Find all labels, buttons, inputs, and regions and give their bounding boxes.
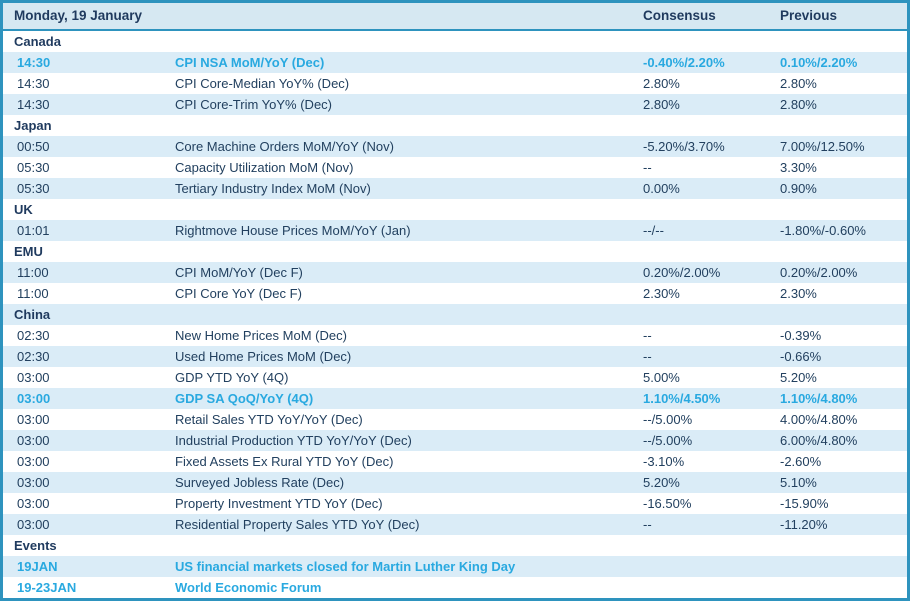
- event-row: [3, 346, 907, 367]
- section-row: [3, 115, 907, 136]
- event-row: [3, 283, 907, 304]
- event-row: [3, 514, 907, 535]
- time-cell: 02:30: [17, 349, 50, 364]
- date-header: Monday, 19 January: [14, 8, 143, 23]
- section-label: Events: [14, 538, 57, 553]
- previous-cell: 0.90%: [780, 181, 817, 196]
- event-cell: Retail Sales YTD YoY/YoY (Dec): [175, 412, 363, 427]
- consensus-cell: -0.40%/2.20%: [643, 55, 725, 70]
- event-cell: Property Investment YTD YoY (Dec): [175, 496, 383, 511]
- previous-cell: 2.80%: [780, 76, 817, 91]
- consensus-cell: 2.30%: [643, 286, 680, 301]
- time-cell: 03:00: [17, 412, 50, 427]
- previous-cell: 0.20%/2.00%: [780, 265, 858, 280]
- event-cell: New Home Prices MoM (Dec): [175, 328, 347, 343]
- event-cell: CPI Core-Median YoY% (Dec): [175, 76, 350, 91]
- time-cell: 03:00: [17, 454, 50, 469]
- event-cell: Surveyed Jobless Rate (Dec): [175, 475, 345, 490]
- previous-cell: -0.66%: [780, 349, 822, 364]
- previous-cell: 6.00%/4.80%: [780, 433, 858, 448]
- consensus-cell: --: [643, 328, 652, 343]
- event-row: [3, 178, 907, 199]
- event-row: [3, 493, 907, 514]
- event-cell: Residential Property Sales YTD YoY (Dec): [175, 517, 420, 532]
- consensus-cell: 2.80%: [643, 97, 680, 112]
- consensus-cell: --: [643, 349, 652, 364]
- event-row: [3, 73, 907, 94]
- consensus-cell: 5.00%: [643, 370, 680, 385]
- time-cell: 19-23JAN: [17, 580, 77, 595]
- consensus-cell: --: [643, 517, 652, 532]
- event-cell: Core Machine Orders MoM/YoY (Nov): [175, 139, 394, 154]
- consensus-header: Consensus: [643, 8, 716, 23]
- time-cell: 03:00: [17, 475, 50, 490]
- event-row: [3, 325, 907, 346]
- previous-cell: -15.90%: [780, 496, 829, 511]
- event-cell: CPI NSA MoM/YoY (Dec): [175, 55, 325, 70]
- consensus-cell: --/5.00%: [643, 433, 693, 448]
- event-row: [3, 220, 907, 241]
- event-cell: GDP SA QoQ/YoY (4Q): [175, 391, 314, 406]
- section-row: [3, 304, 907, 325]
- event-cell: Used Home Prices MoM (Dec): [175, 349, 352, 364]
- section-label: EMU: [14, 244, 43, 259]
- event-row: [3, 94, 907, 115]
- time-cell: 00:50: [17, 139, 50, 154]
- previous-cell: 5.20%: [780, 370, 817, 385]
- consensus-cell: 0.00%: [643, 181, 680, 196]
- time-cell: 05:30: [17, 181, 50, 196]
- time-cell: 14:30: [17, 76, 50, 91]
- time-cell: 19JAN: [17, 559, 58, 574]
- time-cell: 01:01: [17, 223, 50, 238]
- previous-cell: 3.30%: [780, 160, 817, 175]
- time-cell: 03:00: [17, 370, 50, 385]
- time-cell: 11:00: [17, 265, 49, 280]
- time-cell: 14:30: [17, 55, 51, 70]
- event-row: [3, 556, 907, 577]
- event-cell: Capacity Utilization MoM (Nov): [175, 160, 354, 175]
- consensus-cell: -3.10%: [643, 454, 685, 469]
- section-row: [3, 535, 907, 556]
- previous-cell: 2.80%: [780, 97, 817, 112]
- consensus-cell: --: [643, 160, 652, 175]
- event-row: [3, 451, 907, 472]
- previous-cell: 1.10%/4.80%: [780, 391, 858, 406]
- consensus-cell: 2.80%: [643, 76, 680, 91]
- event-cell: World Economic Forum: [175, 580, 322, 595]
- section-label: UK: [14, 202, 33, 217]
- section-row: [3, 241, 907, 262]
- time-cell: 03:00: [17, 433, 50, 448]
- event-cell: GDP YTD YoY (4Q): [175, 370, 289, 385]
- calendar-rows: [3, 31, 907, 598]
- previous-cell: 2.30%: [780, 286, 817, 301]
- consensus-cell: --/5.00%: [643, 412, 693, 427]
- table-header-row: [3, 3, 907, 31]
- event-cell: Industrial Production YTD YoY/YoY (Dec): [175, 433, 412, 448]
- previous-cell: [780, 577, 907, 598]
- previous-cell: -1.80%/-0.60%: [780, 223, 866, 238]
- event-row: [3, 262, 907, 283]
- event-cell: CPI MoM/YoY (Dec F): [175, 265, 303, 280]
- section-label: China: [14, 307, 51, 322]
- section-label: Canada: [14, 34, 61, 49]
- previous-cell: -11.20%: [780, 517, 828, 532]
- previous-cell: -2.60%: [780, 454, 822, 469]
- event-row: [3, 388, 907, 409]
- previous-cell: 5.10%: [780, 475, 817, 490]
- event-row: [3, 577, 907, 598]
- time-cell: 05:30: [17, 160, 50, 175]
- event-row: [3, 409, 907, 430]
- previous-cell: 4.00%/4.80%: [780, 412, 858, 427]
- time-cell: 03:00: [17, 517, 50, 532]
- time-cell: 02:30: [17, 328, 50, 343]
- event-cell: CPI Core-Trim YoY% (Dec): [175, 97, 332, 112]
- event-row: [3, 52, 907, 73]
- event-cell: Rightmove House Prices MoM/YoY (Jan): [175, 223, 411, 238]
- consensus-cell: [643, 556, 780, 577]
- consensus-cell: 5.20%: [643, 475, 680, 490]
- event-row: [3, 136, 907, 157]
- event-row: [3, 157, 907, 178]
- time-cell: 03:00: [17, 496, 50, 511]
- previous-cell: [780, 556, 907, 577]
- previous-header: Previous: [780, 8, 838, 23]
- time-cell: 14:30: [17, 97, 50, 112]
- consensus-cell: -5.20%/3.70%: [643, 139, 725, 154]
- event-row: [3, 367, 907, 388]
- section-row: [3, 31, 907, 52]
- previous-cell: -0.39%: [780, 328, 822, 343]
- event-row: [3, 430, 907, 451]
- event-cell: Fixed Assets Ex Rural YTD YoY (Dec): [175, 454, 394, 469]
- consensus-cell: 0.20%/2.00%: [643, 265, 721, 280]
- time-cell: 11:00: [17, 286, 49, 301]
- time-cell: 03:00: [17, 391, 51, 406]
- consensus-cell: [643, 577, 780, 598]
- event-row: [3, 472, 907, 493]
- event-cell: Tertiary Industry Index MoM (Nov): [175, 181, 371, 196]
- previous-cell: 7.00%/12.50%: [780, 139, 865, 154]
- previous-cell: 0.10%/2.20%: [780, 55, 858, 70]
- event-cell: CPI Core YoY (Dec F): [175, 286, 302, 301]
- consensus-cell: -16.50%: [643, 496, 692, 511]
- event-cell: US financial markets closed for Martin Luther King Day: [175, 559, 516, 574]
- consensus-cell: --/--: [643, 223, 664, 238]
- section-row: [3, 199, 907, 220]
- section-label: Japan: [14, 118, 52, 133]
- consensus-cell: 1.10%/4.50%: [643, 391, 721, 406]
